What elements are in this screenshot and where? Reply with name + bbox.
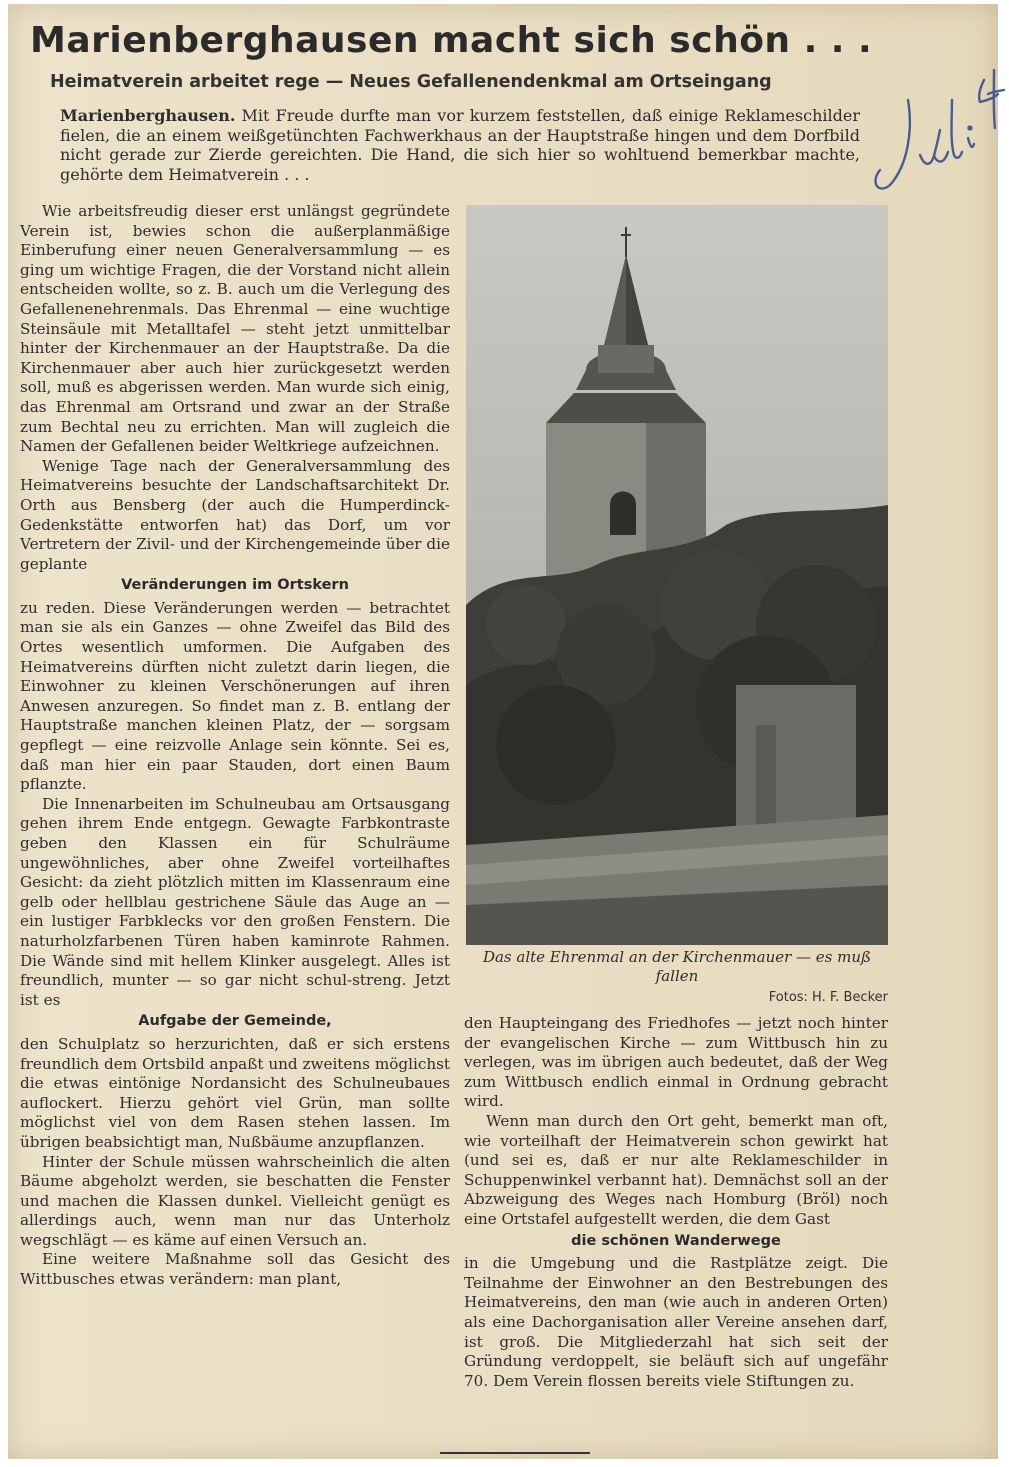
left-paragraph: Eine weitere Maßnahme soll das Gesicht des Wittbusches etwas verändern: man plant,: [20, 1250, 450, 1289]
handwritten-date-text: [838, 100, 839, 101]
left-paragraph: Die Innenarbeiten im Schulneubau am Ortsausgang gehen ihrem Ende entgegn. Gewagte Farbkontraste geben den Klassen ein für Schulräume ungewöhnliches, aber ohne Zweifel vorteilhaftes Gesicht: da zieht plötzlich mitten im Klassenraum eine gelb oder hellblau gestrichene Säule das Auge an — ein lustiger Farbklecks vor den großen Fenstern. Die naturholzfarbenen Türen haben kaminrote Rahmen. Die Wände sind mit hellem Klinker ausgelegt. Alles ist freundlich, munter — so gar nicht schul-streng. Jetzt ist es: [20, 794, 450, 1009]
photo-caption: Das alte Ehrenmal an der Kirchenmauer — es muß fallen: [482, 948, 872, 985]
article-lead: [60, 106, 860, 184]
church-photo: [466, 205, 888, 945]
left-paragraph: zu reden. Diese Veränderungen werden — betrachtet man sie als ein Ganzes — ohne Zweifel das Bild des Ortes wesentlich umformen. Die Aufgaben des Heimatvereins dürften nicht zuletzt darin liegen, die Einwohner zu kleinen Verschönerungen auf ihren Anwesen anzuregen. So findet man z. B. entlang der Hauptstraße manchen kleinen Platz, der — sorgsam gepflegt — eine reizvolle Anlage sein könnte. Sei es, daß man hier ein paar Stauden, dort einen Baum pflanzte.: [20, 598, 450, 794]
right-paragraph: den Haupteingang des Friedhofes — jetzt noch hinter der evangelischen Kirche — zum Wittbusch hin zu verlegen, was im übrigen auch bedeutet, daß der Weg zum Wittbusch endlich einmal in Ordnung gebracht wird.: [464, 1014, 888, 1111]
left-paragraph: den Schulplatz so herzurichten, daß er sich erstens freundlich dem Ortsbild anpaßt und zweitens möglichst die etwas eintönige Nordansicht des Schulneubaues auflockert. Hierzu gehört viel Grün, man sollte möglichst viel von dem Rasen stehen lassen. Im übrigen beabsichtigt man, Nußbäume anzupflanzen.: [20, 1034, 450, 1151]
left-column: [20, 202, 450, 1290]
church-tower-image: [466, 205, 888, 945]
photo-credit: Fotos: H. F. Becker: [768, 990, 888, 1005]
handwriting-icon: [868, 60, 1008, 200]
handwritten-date-note: [868, 60, 1008, 200]
left-paragraph: Wenige Tage nach der Generalversammlung des Heimatvereins besuchte der Landschaftsarchitekt Dr. Orth aus Bensberg (der auch die Humperdinck-Gedenkstätte entworfen hat) das Dorf, um vor Vertretern der Zivil- und der Kirchengemeinde über die geplante: [20, 456, 450, 573]
subheading-aufgabe: Aufgabe der Gemeinde,: [138, 1013, 332, 1030]
article-subtitle: Heimatverein arbeitet rege — Neues Gefallenendenkmal am Ortseingang: [50, 72, 772, 92]
lead-text: Mit Freude durfte man vor kurzem feststellen, daß einige Reklameschilder fielen, die an einem weißgetünchten Fachwerkhaus an der Hauptstraße hingen und dem Dorfbild nicht gerade zur Zierde gereichten. Die Hand, die sich hier so wohltuend bemerkbar machte, gehörte dem Heimatverein . . .: [60, 106, 860, 184]
right-paragraph: in die Umgebung und die Rastplätze zeigt. Die Teilnahme der Einwohner an den Bestrebungen des Heimatvereins, den man (wie auch in anderen Orten) als eine Dachorganisation aller Vereine ansehen darf, ist groß. Die Mitgliederzahl hat sich seit der Gründung verdoppelt, sie beläuft sich auf ungefähr 70. Dem Verein flossen bereits viele Stiftungen zu.: [464, 1254, 888, 1390]
article-title: Marienberghausen macht sich schön . . .: [30, 20, 873, 61]
end-rule: [440, 1452, 590, 1454]
right-paragraph: Wenn man durch den Ort geht, bemerkt man oft, wie vorteilhaft der Heimatverein schon gewirkt hat (und sei es, daß er nur alte Reklameschilder in Schuppenwinkel verbannt hat). Demnächst soll an der Abzweigung des Weges nach Homburg (Bröl) noch eine Ortstafel aufgestellt werden, die dem Gast: [464, 1111, 888, 1228]
subheading-wanderwege: die schönen Wanderwege: [571, 1232, 781, 1249]
lead-place: Marienberghausen.: [60, 106, 236, 125]
right-column: [464, 1014, 888, 1391]
left-paragraph: Hinter der Schule müssen wahrscheinlich die alten Bäume abgeholzt werden, sie beschatten die Fenster und machen die Klassen dunkel. Vielleicht genügt es allerdings auch, wenn man nur das Unterholz wegschlägt — es käme auf einen Versuch an.: [20, 1152, 450, 1249]
left-paragraph: Wie arbeitsfreudig dieser erst unlängst gegründete Verein ist, bewies schon die außerplanmäßige Einberufung einer neuen Generalversammlung — es ging um wichtige Fragen, die der Vorstand nicht allein entscheiden wollte, so z. B. auch um die Verlegung des Gefallenenehrenmals. Das Ehrenmal — eine wuchtige Steinsäule mit Metalltafel — steht jetzt unmittelbar hinter der Kirchenmauer an der Hauptstraße. Da die Kirchenmauer aber auch hier zurückgesetzt werden soll, muß es abgerissen werden. Man wurde sich einig, das Ehrenmal am Ortsrand und zwar an der Straße zum Bechtal neu zu errichten. Man will zugleich die Namen der Gefallenen beider Weltkriege aufzeichnen.: [20, 202, 450, 456]
subheading-veraenderungen: Veränderungen im Ortskern: [121, 577, 349, 594]
